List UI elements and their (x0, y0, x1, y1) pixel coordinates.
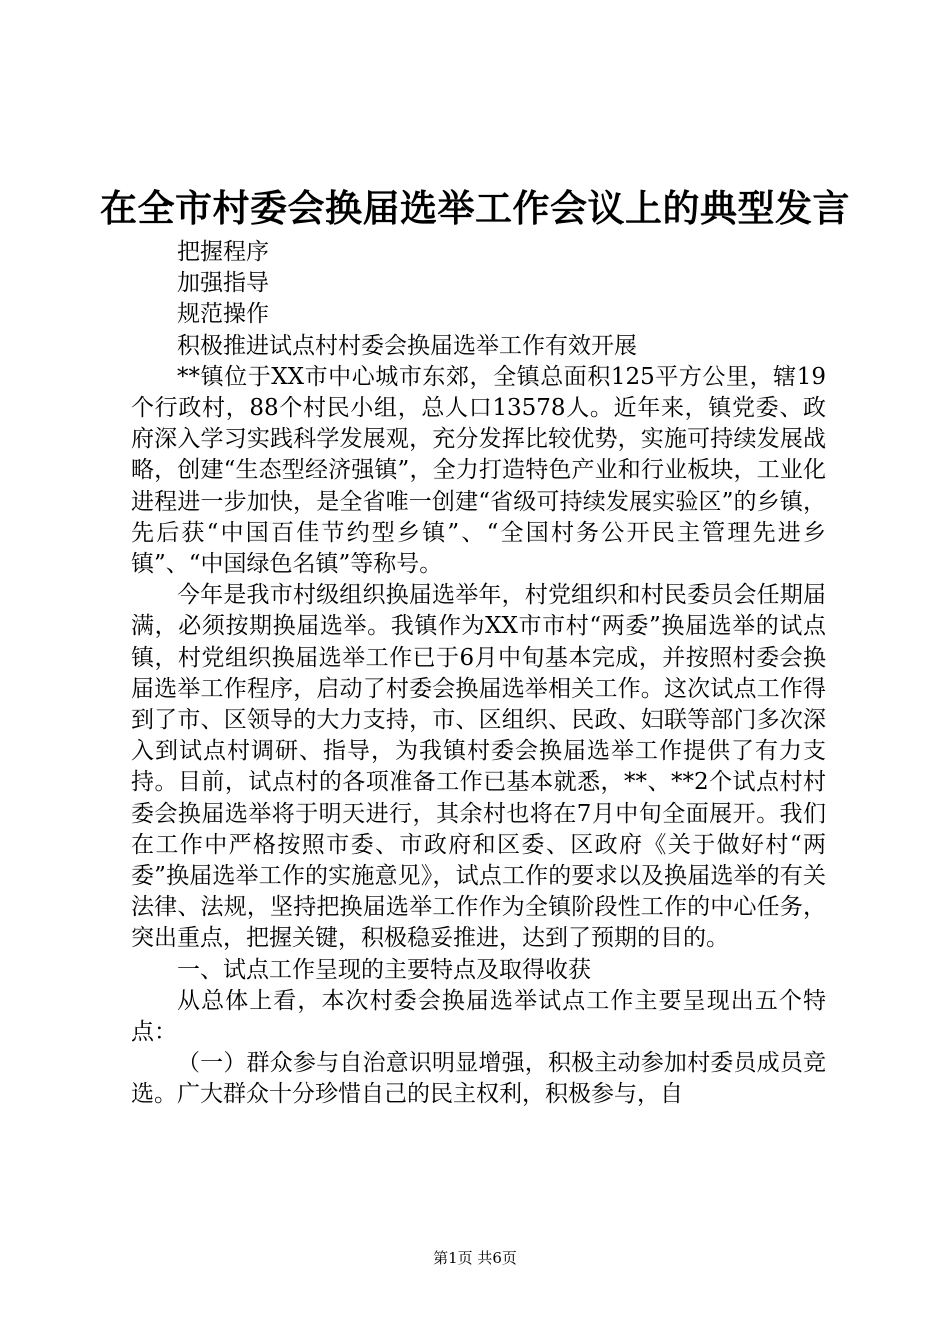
document-title: 在全市村委会换届选举工作会议上的典型发言 (100, 186, 850, 230)
subtitle-line: 积极推进试点村村委会换届选举工作有效开展 (177, 332, 637, 359)
subtitle-line: 加强指导 (177, 270, 269, 297)
body-paragraph: **镇位于XX市中心城市东郊，全镇总面积125平方公里，辖19个行政村，88个村民小组，总人口13578人。近年来，镇党委、政府深入学习实践科学发展观，充分发挥比较优势，实施可持续发展战略，创建“生态型经济强镇”，全力打造特色产业和行业板块，工业化进程进一步加快，是全省唯一创建“省级可持续发展实验区”的乡镇，先后获“中国百佳节约型乡镇”、“全国村务公开民主管理先进乡镇”、“中国绿色名镇”等称号。 (131, 363, 826, 578)
body-paragraph: （一）群众参与自治意识明显增强，积极主动参加村委员成员竞选。广大群众十分珍惜自己的民主权利，积极参与，自 (131, 1050, 826, 1108)
body-paragraph: 今年是我市村级组织换届选举年，村党组织和村民委员会任期届满，必须按期换届选举。我镇作为XX市市村“两委”换届选举的试点镇，村党组织换届选举工作已于6月中旬基本完成，并按照村委会换届选举工作程序，启动了村委会换届选举相关工作。这次试点工作得到了市、区领导的大力支持，市、区组织、民政、妇联等部门多次深入到试点村调研、指导，为我镇村委会换届选举工作提供了有力支持。目前，试点村的各项准备工作已基本就悉，**、**2个试点村村委会换届选举将于明天进行，其余村也将在7月中旬全面展开。我们在工作中严格按照市委、市政府和区委、区政府《关于做好村“两委”换届选举工作的实施意见》，试点工作的要求以及换届选举的有关法律、法规，坚持把换届选举工作作为全镇阶段性工作的中心任务，突出重点，把握关键，积极稳妥推进，达到了预期的目的。 (131, 582, 826, 952)
body-paragraph: 从总体上看，本次村委会换届选举试点工作主要呈现出五个特点： (131, 987, 826, 1046)
document-body (131, 237, 826, 1111)
page-footer: 第1页 共6页 (433, 1249, 517, 1267)
subtitle-line: 规范操作 (177, 301, 269, 328)
section-heading: 一、试点工作呈现的主要特点及取得收获 (177, 956, 591, 983)
subtitle-line: 把握程序 (177, 239, 269, 265)
